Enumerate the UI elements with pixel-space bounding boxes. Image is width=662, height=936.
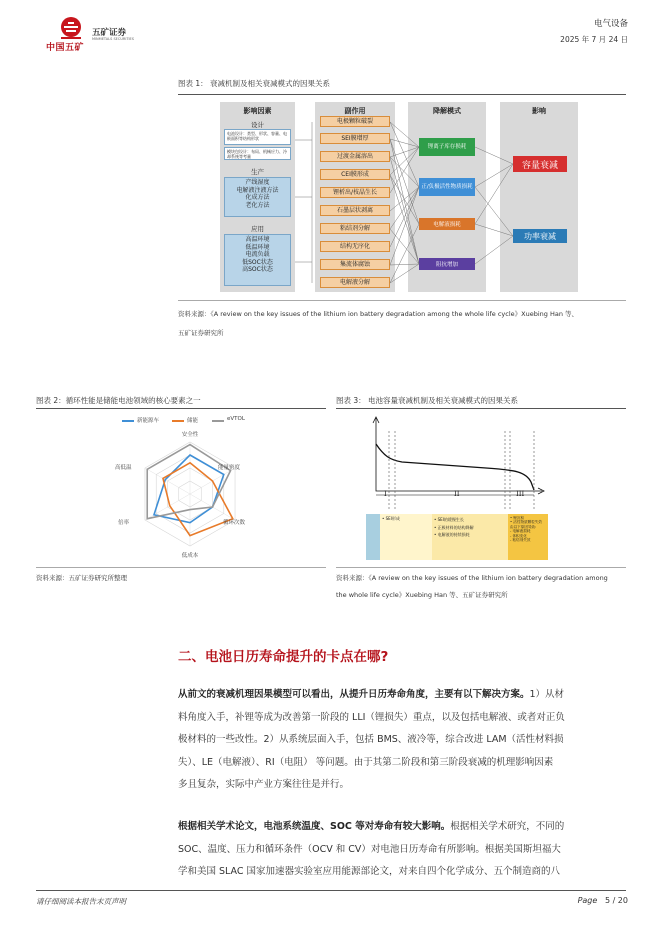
mode-lli: 锂离子库存损耗 (419, 138, 475, 156)
fig2-legend (120, 416, 290, 428)
fig1-source-2: 五矿证券研究所 (178, 329, 224, 337)
paragraph-1-line: 极材料的一些改性。2）从系统层面入手，包括 BMS、液冷等，综合改进 LAM（活性材料损 (178, 734, 564, 745)
legend-storage: 储能 (187, 418, 199, 424)
app-item: 高温环境 (245, 236, 270, 243)
paragraph-2-line: 学和美国 SLAC 国家加速器实验室应用能源部论文，对来自四个化学成分、五个制造商的八 (178, 866, 561, 877)
app-item: 高SOC状态 (242, 266, 273, 273)
side-item: 粘结剂分解 (320, 223, 390, 234)
side-item: 石墨层状剥离 (320, 205, 390, 216)
impact-capacity: 容量衰减 (513, 156, 567, 172)
design-note-2: 模块包设计：布局、机械应力、冷却系统等考量 (224, 147, 291, 160)
prod-item: 化成方法 (245, 194, 270, 201)
radar-axis-label: 循环次数 (223, 520, 246, 526)
mode-le: 电解液损耗 (419, 218, 475, 230)
fig3-capacity-curve (366, 416, 548, 516)
prod-item: 电解液注液方法 (236, 186, 279, 194)
fig3-top-rule (336, 408, 626, 409)
paragraph-1-line: 多且复杂，实际中产业方案往往是并行。 (178, 779, 350, 790)
paragraph-1 (178, 684, 626, 797)
fig2-radar (110, 428, 270, 563)
footer-page-label: Page (577, 896, 598, 905)
radar-axis-label: 能量密度 (218, 465, 241, 471)
legend-ev: 新能源车 (137, 418, 160, 424)
fig3-caption: 图表 3： 电池容量衰减机制及相关衰减模式的因果关系 (336, 396, 519, 405)
col-impact-head: 影响 (532, 107, 546, 115)
radar-axis-label: 低成本 (181, 553, 199, 559)
stage-3-item: • 锂沉积 (510, 516, 525, 520)
stage-3-item: - 体积变化 (510, 533, 527, 538)
stage-3-item: - 粘结剂失效 (510, 538, 531, 543)
stage-2-item: • 正极材料的结构降解 (434, 524, 474, 530)
fig1-bottom-rule (178, 300, 626, 301)
app-item: 低SOC状态 (242, 258, 273, 266)
prod-item: 老化方法 (245, 201, 270, 209)
stage-3-label: III (516, 490, 525, 498)
paragraph-1-line: 料角度入手，补锂等成为改善第一阶段的 LLI（锂损失）重点，以及包括电解液、或者对正负 (178, 711, 565, 723)
stage-0-band (366, 514, 380, 560)
stage-1-item: • SEI形成 (382, 516, 400, 521)
stage-2-item: • 电解液的持续损耗 (434, 532, 470, 538)
stage-3-item: • 活性物质颗粒失效 (510, 520, 543, 525)
footer-rule (36, 890, 626, 891)
footer-page (578, 896, 628, 905)
paragraph-2-line: SOC、温度、压力和循环条件（OCV 和 CV）对电池日历寿命有所影响。根据美国斯坦福大 (178, 843, 561, 855)
side-item: 集流体腐蚀 (320, 259, 390, 270)
radar-chart (110, 428, 270, 563)
prod-item: 产线湿度 (245, 179, 270, 186)
minmetals-logo-icon (58, 16, 84, 40)
side-item: 过渡金属溶出 (320, 151, 390, 162)
section-title: 二、电池日历寿命提升的卡点在哪? (178, 649, 389, 665)
col-modes-head: 降解模式 (433, 107, 461, 115)
footer-page-number: 5 / 20 (604, 896, 628, 905)
logo-securities: 五矿证券 (92, 28, 127, 38)
mode-lam: 正/负极活性物质损耗 (419, 178, 475, 196)
stage-3-box (508, 514, 548, 560)
col-factors-head: 影响因素 (243, 107, 272, 115)
side-item: CEI膜形成 (320, 169, 390, 180)
legend-evtol: eVTOL (227, 416, 245, 422)
stage-2-box (432, 514, 508, 560)
fig3-diagram (366, 416, 548, 562)
stage-1-label: I (384, 490, 387, 498)
mode-ri: 阻抗增加 (419, 258, 475, 270)
fig2-bottom-rule (36, 567, 326, 568)
radar-axis-label: 高低温 (115, 465, 132, 471)
fig1-caption: 图表 1： 衰减机制及相关衰减模式的因果关系 (178, 79, 331, 88)
paragraph-1-line: 失）、LE（电解液）、RI（电阻） 等问题。由于其第二阶段和第三阶段衰减的机理影响因素 (178, 756, 554, 768)
side-item: 结构无序化 (320, 241, 390, 252)
app-item: 低温环境 (245, 243, 270, 251)
fig2-top-rule (36, 408, 326, 409)
side-item: 电极颗粒破裂 (320, 116, 390, 127)
paragraph-2 (178, 816, 626, 884)
footer-disclaimer: 请仔细阅读本报告末页声明 (36, 897, 126, 906)
paragraph-1-lead: 从前文的衰减机理因果模型可以看出，从提升日历寿命角度，主要有以下解决方案。 (178, 689, 530, 700)
report-date: 2025 年 7 月 24 日 (560, 35, 628, 44)
fig3-source-2: the whole life cycle》Xuebing Han 等、五矿证券研究所 (336, 591, 508, 599)
fig3-bottom-rule (336, 567, 626, 568)
radar-axis-label: 倍率 (118, 520, 130, 526)
paragraph-2-lead: 根据相关学术论文，电池系统温度、SOC 等对寿命有较大影响。 (178, 821, 451, 832)
report-sector: 电气设备 (593, 19, 628, 29)
radar-series-0 (154, 455, 224, 523)
app-label: 应用 (251, 225, 264, 233)
radar-axis-label: 安全性 (181, 432, 199, 438)
design-label: 设计 (251, 121, 264, 129)
legend-swatch-evtol (212, 420, 224, 422)
legend-swatch-ev (122, 420, 134, 422)
fig2-caption: 图表 2：循环性能是储能电池领域的核心要素之一 (36, 396, 201, 405)
fig1-source: 资料来源：《A review on the key issues of the lithium ion battery degradation among the whole life cycle》Xuebing Han 等、 (178, 310, 579, 318)
stage-1-box (380, 514, 432, 560)
col-side-head: 副作用 (344, 107, 366, 115)
stage-3-item: - 电解液损耗 (510, 529, 531, 534)
fig1-top-rule (178, 94, 626, 95)
fig1-connectors (220, 102, 625, 296)
app-item: 电流负载 (245, 251, 270, 258)
fig3-source: 资料来源：《A review on the key issues of the lithium ion battery degradation among (336, 574, 608, 582)
fig1-diagram (220, 102, 625, 296)
stage-2-label: II (454, 490, 460, 498)
impact-power: 功率衰减 (513, 229, 567, 243)
stage-2-item: • SEI的缓慢生长 (434, 517, 464, 522)
side-item: 电解液分解 (320, 277, 390, 288)
prod-label: 生产 (251, 168, 264, 176)
legend-swatch-storage (172, 420, 184, 422)
design-note-1: 电池设计：类型、形状、容量、电极面积等结构形状 (224, 129, 291, 145)
logo-text-cn: 中国五矿 (46, 43, 85, 53)
logo-securities-en: MINMETALS SECURITIES (92, 37, 134, 41)
paragraph-2-line: 根据相关学术论文，电池系统温度、SOC 等对寿命有较大影响。根据相关学术研究，不同的 (178, 821, 565, 832)
side-item: 锂析出/枝晶生长 (320, 187, 390, 198)
stage-3-item: 由以下原因导致: (510, 524, 537, 529)
paragraph-1-line: 从前文的衰减机理因果模型可以看出，从提升日历寿命角度，主要有以下解决方案。1）从材 (178, 689, 565, 700)
side-item: SEI膜增厚 (320, 133, 390, 144)
fig2-source: 资料来源：五矿证券研究所整理 (36, 574, 127, 582)
